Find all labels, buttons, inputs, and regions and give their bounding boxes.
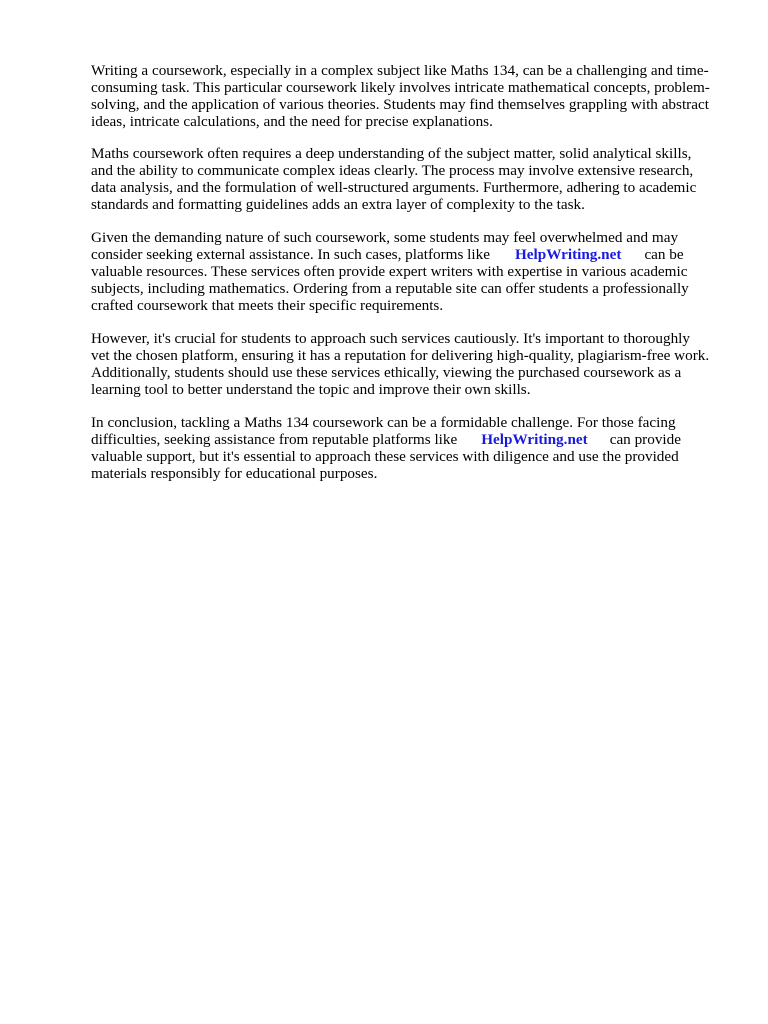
paragraph-4-line-1: However, it's crucial for students to approach such services cautiously. It's important to thoroughly bbox=[91, 330, 691, 347]
paragraph-5-line-2 bbox=[91, 431, 681, 448]
paragraph-3-line-2-text: consider seeking external assistance. In such cases, platforms like bbox=[91, 246, 490, 263]
paragraph-5-line-1: In conclusion, tackling a Maths 134 coursework can be a formidable challenge. For those facing bbox=[91, 414, 676, 431]
paragraph-2-line-1: Maths coursework often requires a deep understanding of the subject matter, solid analytical skills, bbox=[91, 145, 692, 162]
paragraph-3-line-2 bbox=[91, 246, 684, 263]
paragraph-4-line-4: learning tool to better understand the topic and improve their own skills. bbox=[91, 381, 531, 398]
helpwriting-link[interactable]: HelpWriting.net bbox=[514, 246, 622, 263]
paragraph-1-line-1: Writing a coursework, especially in a complex subject like Maths 134, can be a challenging and time- bbox=[91, 62, 709, 79]
paragraph-5-line-4: materials responsibly for educational purposes. bbox=[91, 465, 378, 482]
paragraph-1-line-4: ideas, intricate calculations, and the need for precise explanations. bbox=[91, 113, 493, 130]
helpwriting-link[interactable]: HelpWriting.net bbox=[481, 431, 588, 448]
paragraph-3-line-3: valuable resources. These services often provide expert writers with expertise in various academic bbox=[91, 263, 688, 280]
paragraph-3-line-4: subjects, including mathematics. Ordering from a reputable site can offer students a professionally bbox=[91, 280, 689, 297]
paragraph-3-line-1: Given the demanding nature of such coursework, some students may feel overwhelmed and may bbox=[91, 229, 679, 246]
paragraph-2-line-2: and the ability to communicate complex ideas clearly. The process may involve extensive research, bbox=[91, 162, 694, 179]
paragraph-3-line-5: crafted coursework that meets their specific requirements. bbox=[91, 297, 444, 314]
paragraph-5-line-2-text: difficulties, seeking assistance from reputable platforms like bbox=[91, 431, 458, 448]
paragraph-2-line-4: standards and formatting guidelines adds an extra layer of complexity to the task. bbox=[91, 196, 585, 213]
paragraph-2-line-3: data analysis, and the formulation of well-structured arguments. Furthermore, adhering to academic bbox=[91, 179, 697, 196]
paragraph-1-line-2: consuming task. This particular coursework likely involves intricate mathematical concepts, problem- bbox=[91, 79, 710, 96]
paragraph-1-line-3: solving, and the application of various theories. Students may find themselves grappling with abstract bbox=[91, 96, 709, 113]
paragraph-4-line-3: Additionally, students should use these services ethically, viewing the purchased coursework as a bbox=[91, 364, 682, 381]
paragraph-4-line-2: vet the chosen platform, ensuring it has a reputation for delivering high-quality, plagiarism-free work. bbox=[91, 347, 710, 364]
paragraph-5-line-2-tail: can provide bbox=[609, 431, 681, 448]
paragraph-3-line-2-tail: can be bbox=[644, 246, 684, 263]
paragraph-5-line-3: valuable support, but it's essential to approach these services with diligence and use the provided bbox=[91, 448, 679, 465]
